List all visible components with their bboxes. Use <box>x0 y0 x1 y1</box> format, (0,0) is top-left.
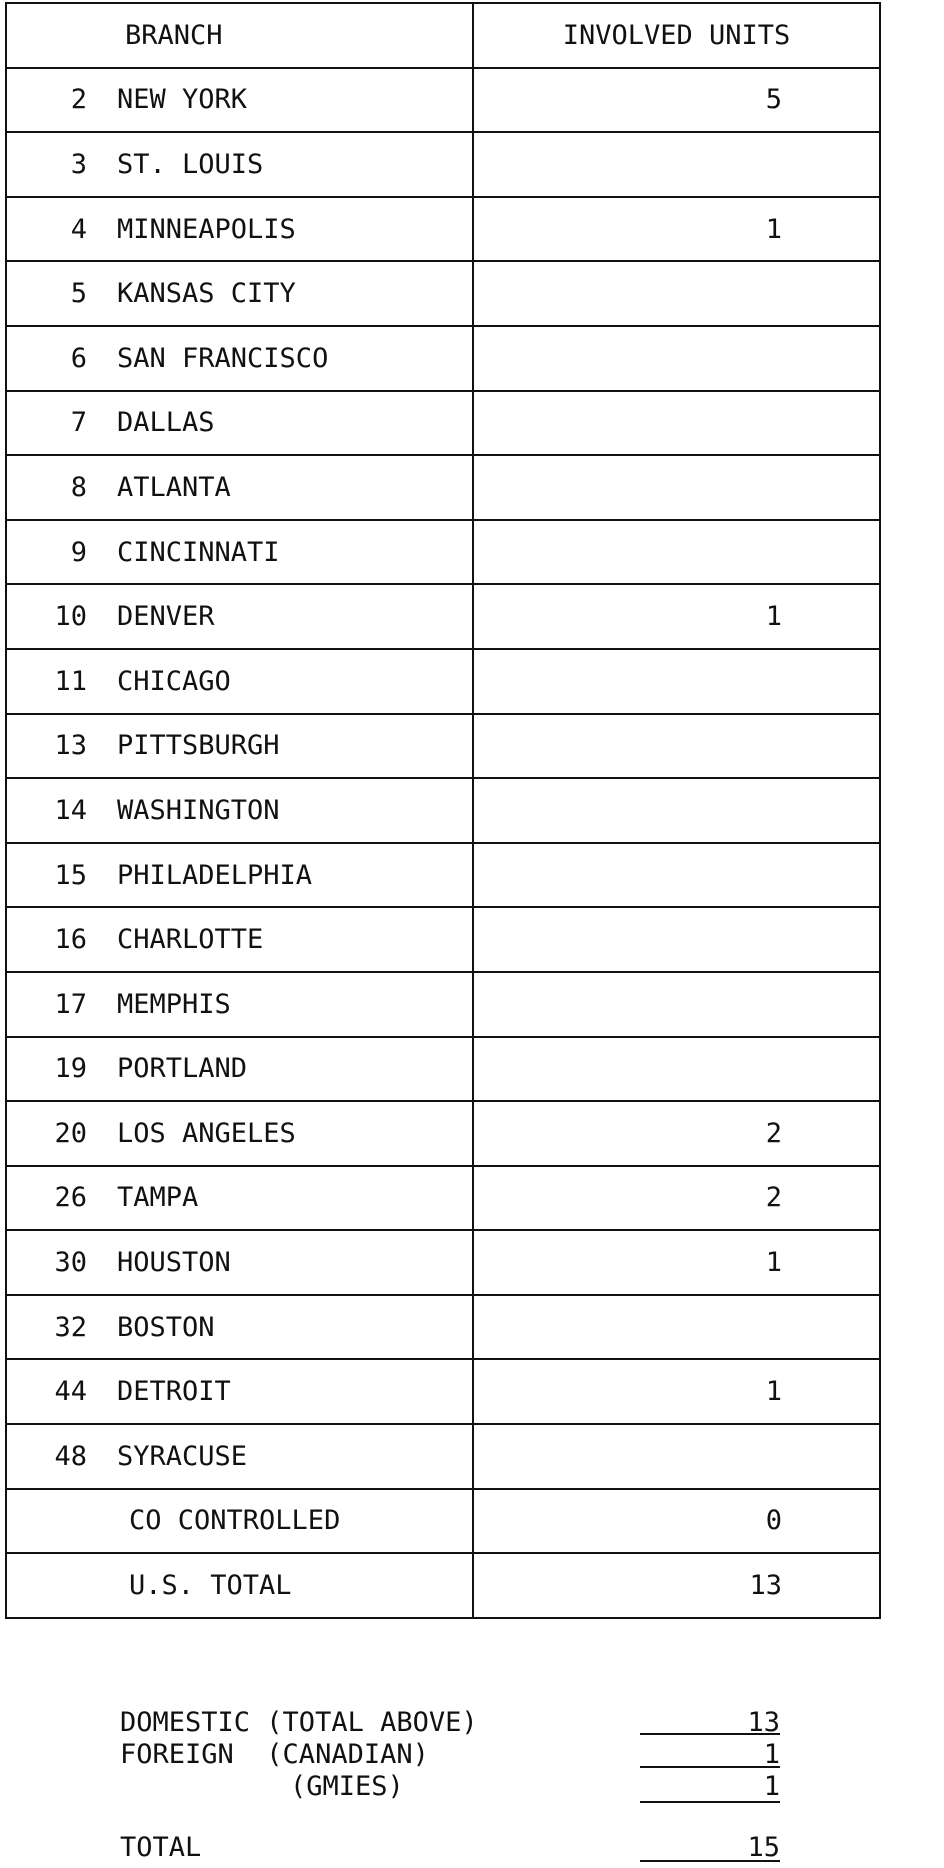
branch-name: DETROIT <box>117 1376 231 1408</box>
branch-name: PORTLAND <box>117 1053 248 1085</box>
branch-name: LOS ANGELES <box>117 1117 296 1149</box>
branch-cell <box>6 261 473 326</box>
branch-name: CHARLOTTE <box>117 924 264 956</box>
header-branch: BRANCH <box>6 3 473 68</box>
involved-units-cell <box>473 972 880 1037</box>
branch-cell <box>6 68 473 133</box>
involved-units-cell <box>473 326 880 391</box>
table-row <box>6 714 880 779</box>
branch-name: CINCINNATI <box>117 536 280 568</box>
table-row <box>6 907 880 972</box>
branch-number: 16 <box>54 924 87 956</box>
branch-number: 14 <box>54 794 87 826</box>
table-row <box>6 68 880 133</box>
branch-number: 3 <box>70 148 87 180</box>
involved-units-cell: 2 <box>473 1101 880 1166</box>
branch-number: 7 <box>70 407 87 439</box>
domestic-label: DOMESTIC (TOTAL ABOVE) <box>120 1707 478 1738</box>
foreign-gmies-label: (GMIES) <box>290 1771 404 1802</box>
domestic-value: 13 <box>747 1707 780 1738</box>
us-total-row <box>6 1553 880 1618</box>
branch-number: 20 <box>54 1117 87 1149</box>
branch-number: 32 <box>54 1311 87 1343</box>
involved-units-cell <box>473 520 880 585</box>
branch-cell <box>6 520 473 585</box>
branch-name: ATLANTA <box>117 471 231 503</box>
foreign-gmies-underline <box>640 1801 780 1803</box>
foreign-gmies-value: 1 <box>763 1771 780 1802</box>
co-controlled-units: 0 <box>473 1489 880 1554</box>
involved-units-cell: 1 <box>473 1230 880 1295</box>
table-row <box>6 132 880 197</box>
table-body <box>6 68 880 1489</box>
involved-units-cell <box>473 649 880 714</box>
branch-cell <box>6 455 473 520</box>
foreign-canadian-value: 1 <box>763 1739 780 1770</box>
table-row <box>6 1101 880 1166</box>
involved-units-cell <box>473 907 880 972</box>
branch-cell <box>6 778 473 843</box>
branch-cell <box>6 714 473 779</box>
branch-cell <box>6 843 473 908</box>
branch-name: CHICAGO <box>117 665 231 697</box>
branch-name: MINNEAPOLIS <box>117 213 296 245</box>
branch-cell <box>6 197 473 262</box>
table-row <box>6 778 880 843</box>
branch-cell <box>6 1230 473 1295</box>
involved-units-cell <box>473 714 880 779</box>
table-row <box>6 1295 880 1360</box>
involved-units-cell <box>473 261 880 326</box>
involved-units-cell <box>473 455 880 520</box>
branch-cell <box>6 907 473 972</box>
table-row <box>6 261 880 326</box>
branch-number: 8 <box>70 471 87 503</box>
branch-units-table <box>5 2 881 1619</box>
table-row <box>6 520 880 585</box>
domestic-underline <box>640 1733 780 1735</box>
us-total-label: U.S. TOTAL <box>6 1553 473 1618</box>
branch-number: 6 <box>70 342 87 374</box>
involved-units-cell <box>473 1037 880 1102</box>
involved-units-cell <box>473 843 880 908</box>
involved-units-cell <box>473 391 880 456</box>
involved-units-cell <box>473 1424 880 1489</box>
branch-name: SYRACUSE <box>117 1440 248 1472</box>
branch-name: KANSAS CITY <box>117 278 296 310</box>
branch-cell <box>6 1166 473 1231</box>
branch-number: 2 <box>70 84 87 116</box>
us-total-units: 13 <box>473 1553 880 1618</box>
branch-number: 26 <box>54 1182 87 1214</box>
total-value: 15 <box>747 1832 780 1863</box>
branch-name: DALLAS <box>117 407 215 439</box>
table-row <box>6 843 880 908</box>
table-row <box>6 326 880 391</box>
branch-cell <box>6 1101 473 1166</box>
involved-units-cell: 2 <box>473 1166 880 1231</box>
branch-number: 10 <box>54 601 87 633</box>
table-row <box>6 1230 880 1295</box>
involved-units-cell: 1 <box>473 584 880 649</box>
branch-number: 48 <box>54 1440 87 1472</box>
branch-number: 17 <box>54 988 87 1020</box>
branch-name: PHILADELPHIA <box>117 859 313 891</box>
involved-units-cell: 1 <box>473 197 880 262</box>
branch-cell <box>6 584 473 649</box>
header-involved-units: INVOLVED UNITS <box>473 3 880 68</box>
branch-number: 11 <box>54 665 87 697</box>
branch-number: 9 <box>70 536 87 568</box>
table-row <box>6 972 880 1037</box>
branch-cell <box>6 649 473 714</box>
table-row <box>6 649 880 714</box>
branch-cell <box>6 972 473 1037</box>
involved-units-cell <box>473 132 880 197</box>
involved-units-cell: 5 <box>473 68 880 133</box>
branch-name: NEW YORK <box>117 84 248 116</box>
branch-number: 19 <box>54 1053 87 1085</box>
branch-cell <box>6 391 473 456</box>
table-row <box>6 391 880 456</box>
branch-number: 4 <box>70 213 87 245</box>
branch-number: 44 <box>54 1376 87 1408</box>
branch-name: BOSTON <box>117 1311 215 1343</box>
branch-number: 30 <box>54 1247 87 1279</box>
branch-name: DENVER <box>117 601 215 633</box>
branch-number: 15 <box>54 859 87 891</box>
branch-name: SAN FRANCISCO <box>117 342 329 374</box>
branch-cell <box>6 132 473 197</box>
branch-name: MEMPHIS <box>117 988 231 1020</box>
foreign-canadian-underline <box>640 1766 780 1768</box>
branch-cell <box>6 1037 473 1102</box>
co-controlled-label: CO CONTROLLED <box>6 1489 473 1554</box>
branch-cell <box>6 1295 473 1360</box>
branch-name: WASHINGTON <box>117 794 280 826</box>
branch-number: 5 <box>70 278 87 310</box>
table-row <box>6 1166 880 1231</box>
branch-number: 13 <box>54 730 87 762</box>
foreign-canadian-label: FOREIGN (CANADIAN) <box>120 1739 429 1770</box>
involved-units-cell: 1 <box>473 1359 880 1424</box>
involved-units-cell <box>473 1295 880 1360</box>
table-row <box>6 584 880 649</box>
table-row <box>6 1359 880 1424</box>
table-row <box>6 1037 880 1102</box>
total-underline <box>640 1860 780 1862</box>
branch-name: HOUSTON <box>117 1247 231 1279</box>
branch-cell <box>6 326 473 391</box>
branch-name: TAMPA <box>117 1182 199 1214</box>
table-row <box>6 455 880 520</box>
branch-cell <box>6 1424 473 1489</box>
involved-units-cell <box>473 778 880 843</box>
table-header-row <box>6 3 880 68</box>
total-label: TOTAL <box>120 1832 202 1863</box>
branch-cell <box>6 1359 473 1424</box>
co-controlled-row <box>6 1489 880 1554</box>
branch-name: ST. LOUIS <box>117 148 264 180</box>
table-row <box>6 197 880 262</box>
table-row <box>6 1424 880 1489</box>
branch-name: PITTSBURGH <box>117 730 280 762</box>
